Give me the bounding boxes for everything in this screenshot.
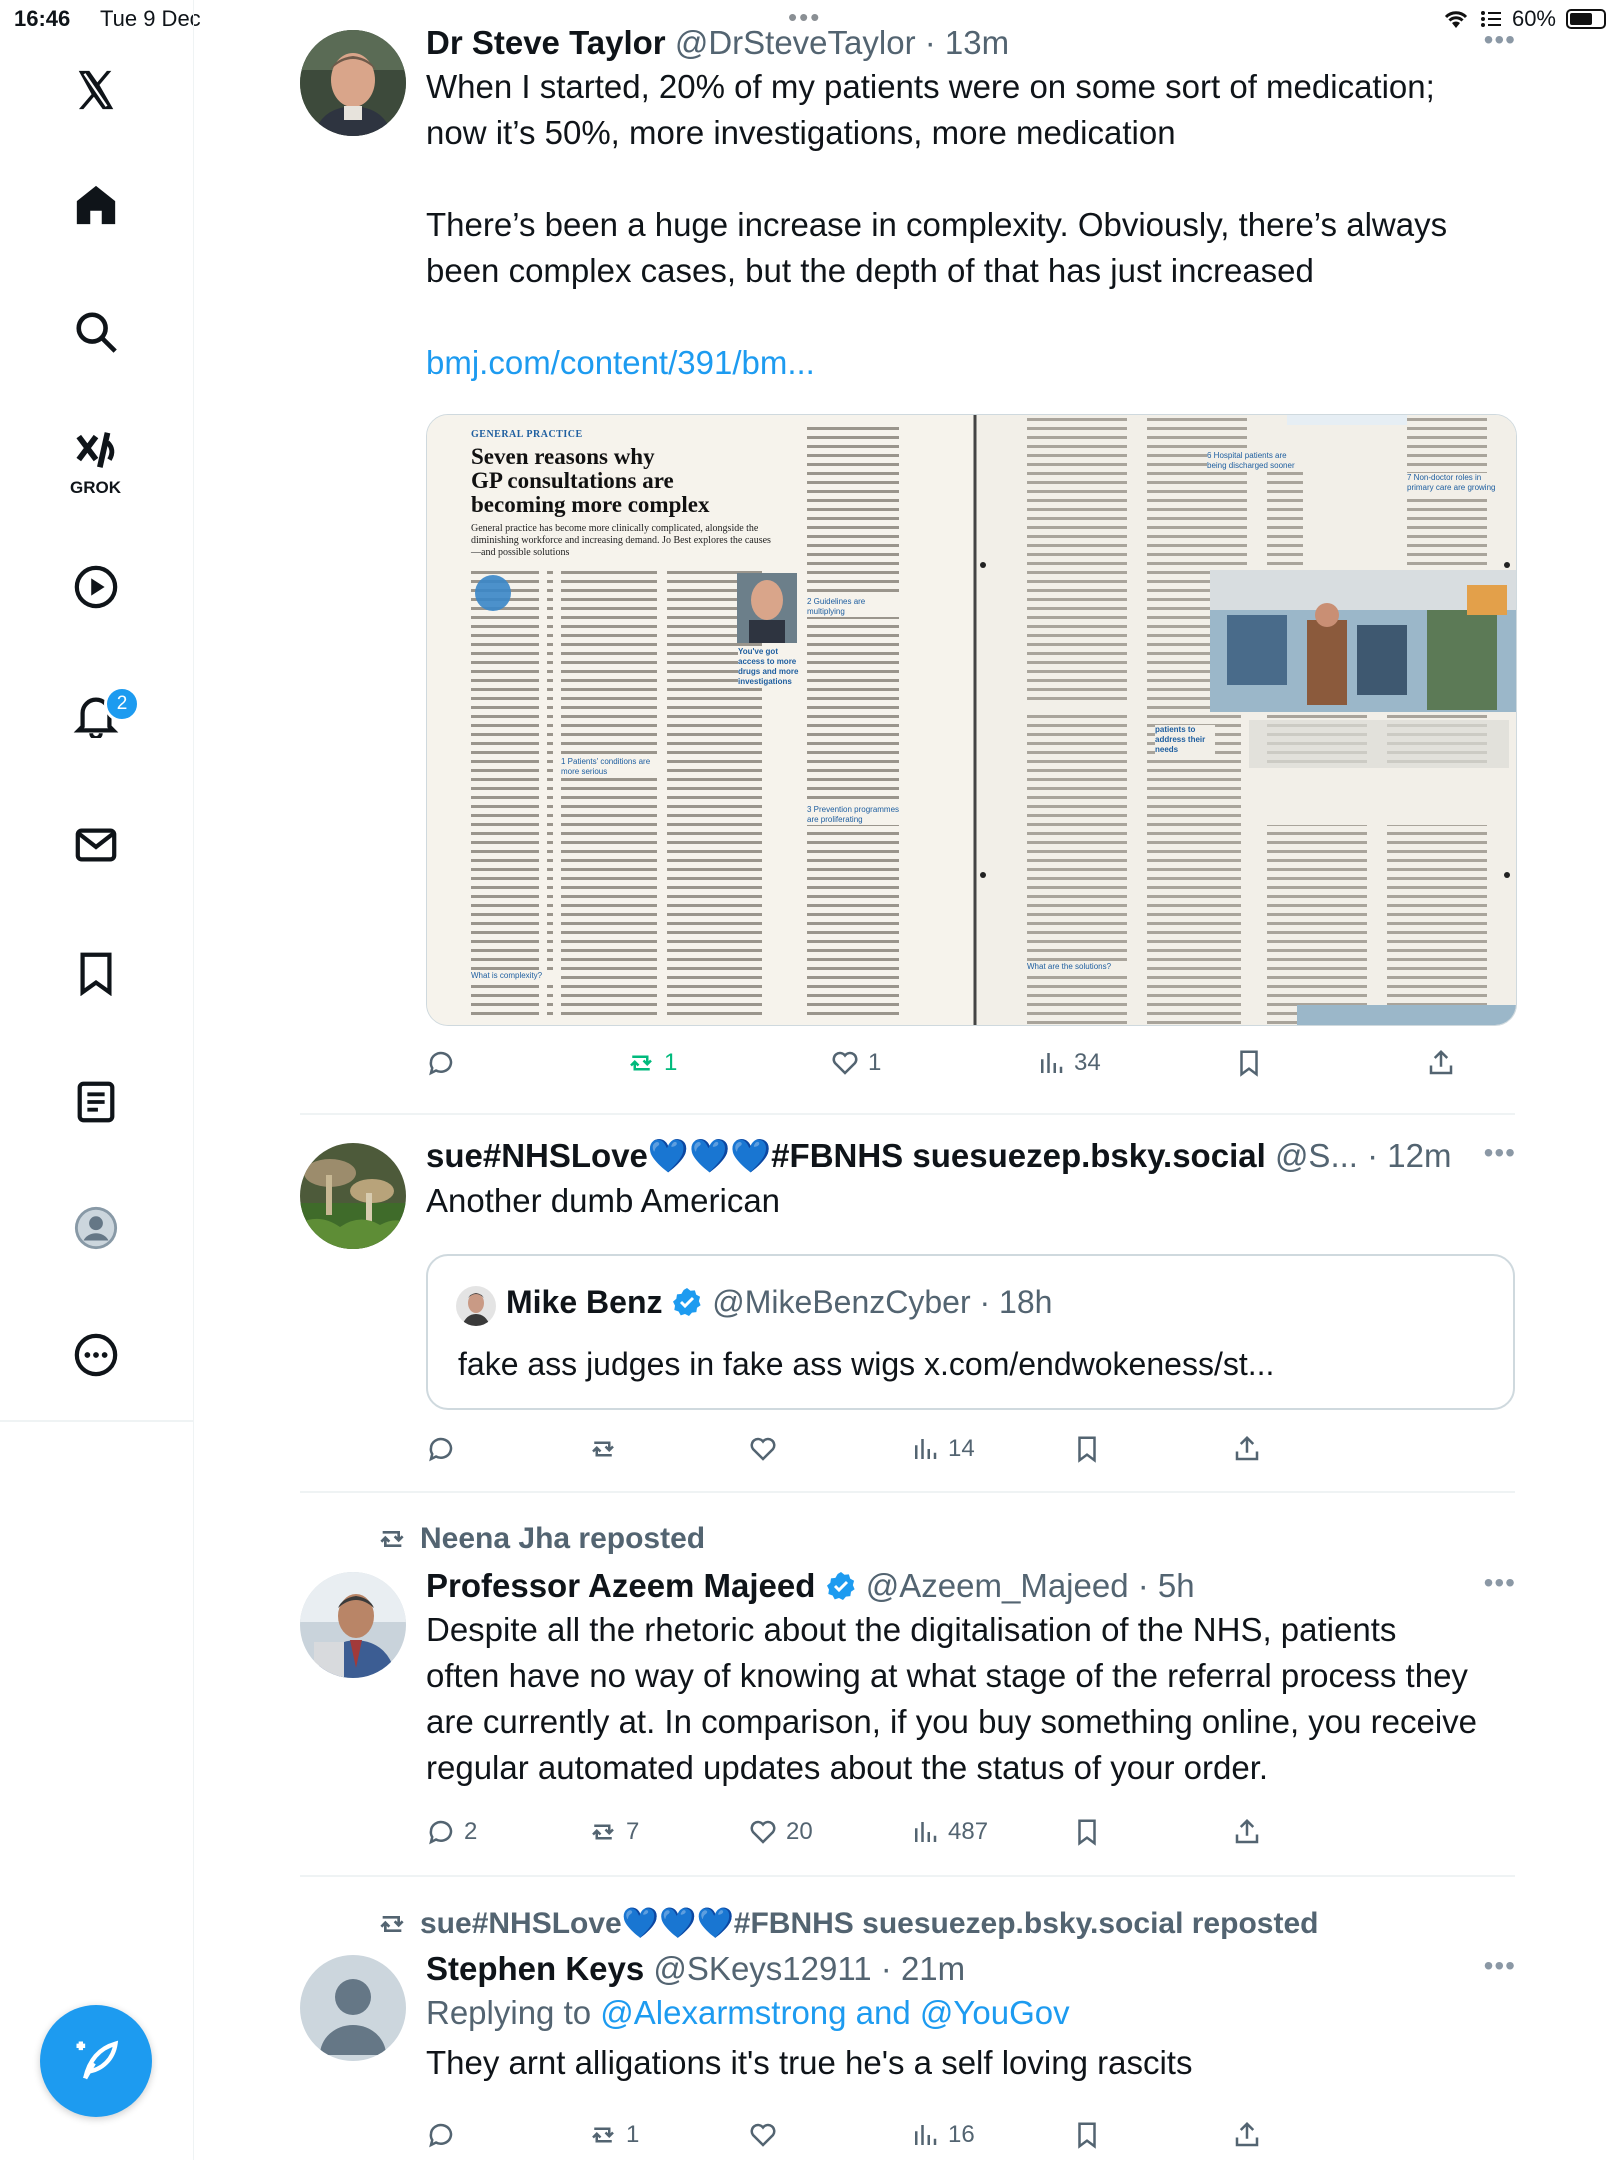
article-image[interactable] <box>426 414 1517 1026</box>
x-logo-icon[interactable] <box>66 60 126 120</box>
views-count: 14 <box>948 1435 975 1462</box>
repost-context[interactable] <box>376 1906 1318 1941</box>
avatar[interactable] <box>300 1572 406 1678</box>
author-handle[interactable]: @DrSteveTaylor <box>674 24 916 61</box>
article-subhead: 2 Guidelines are multiplying <box>807 597 903 617</box>
repost-icon <box>626 1048 656 1078</box>
replying-to-label: Replying to <box>426 1994 601 2031</box>
quoted-tweet[interactable] <box>426 1254 1515 1410</box>
share-icon <box>1232 2120 1262 2150</box>
bookmark-icon <box>1072 1434 1102 1464</box>
views-count: 487 <box>948 1818 989 1845</box>
tweet-line: Despite all the rhetoric about the digitalisation of the NHS, patients <box>426 1611 1397 1648</box>
tweet-actions <box>426 1048 1515 1088</box>
more-icon[interactable] <box>66 1325 126 1385</box>
repost-icon <box>588 1434 618 1464</box>
tweet-line: now it’s 50%, more investigations, more medication <box>426 114 1176 151</box>
reply-icon <box>426 1434 456 1464</box>
verified-badge-icon <box>671 1286 703 1318</box>
repost-icon <box>588 2120 618 2150</box>
like-button[interactable] <box>748 1817 813 1847</box>
quote-author-handle[interactable]: @MikeBenzCyber <box>712 1284 971 1320</box>
like-count: 1 <box>868 1049 882 1076</box>
author-name[interactable]: Stephen Keys <box>426 1950 645 1987</box>
bookmark-button[interactable] <box>1072 1817 1102 1847</box>
reply-icon <box>426 1048 456 1078</box>
quote-author-name[interactable]: Mike Benz <box>506 1284 663 1320</box>
author-handle[interactable]: @S... <box>1274 1137 1358 1174</box>
tweet-time[interactable]: · 13m <box>924 24 1010 61</box>
article-caption: patients to address their needs <box>1155 725 1215 755</box>
repost-button[interactable] <box>626 1048 677 1078</box>
share-button[interactable] <box>1232 1434 1262 1464</box>
like-button[interactable] <box>748 1434 786 1464</box>
more-options-icon[interactable]: ••• <box>1483 1567 1516 1598</box>
views-button[interactable] <box>910 1817 988 1847</box>
more-options-icon[interactable]: ••• <box>1483 1950 1516 1981</box>
share-button[interactable] <box>1232 2120 1262 2150</box>
views-button[interactable] <box>910 2120 975 2150</box>
reply-button[interactable] <box>426 1434 464 1464</box>
article-subhead: What is complexity? <box>471 971 553 981</box>
share-icon <box>1426 1048 1456 1078</box>
tweet-divider <box>300 1875 1515 1877</box>
tweet-header <box>426 1567 1516 1605</box>
article-standfirst: General practice has become more clinically complicated, alongside the diminishing workforce and increasing demand. Jo Best explores the causes—and possible solutions <box>471 523 771 558</box>
share-icon <box>1232 1434 1262 1464</box>
tweet-text <box>426 1607 1516 1791</box>
views-count: 34 <box>1074 1049 1101 1076</box>
views-icon <box>910 1434 940 1464</box>
repost-button[interactable] <box>588 1434 626 1464</box>
reply-button[interactable] <box>426 2120 464 2150</box>
article-headline-line: GP consultations are <box>471 468 674 493</box>
author-handle[interactable]: @SKeys12911 <box>653 1950 872 1987</box>
quote-time[interactable]: · 18h <box>979 1284 1053 1320</box>
lists-icon[interactable] <box>66 1072 126 1132</box>
views-icon <box>910 2120 940 2150</box>
repost-count: 1 <box>664 1049 678 1076</box>
replying-to <box>426 1990 1516 2036</box>
sidebar <box>0 0 194 2160</box>
compose-button[interactable] <box>40 2005 152 2117</box>
repost-button[interactable] <box>588 2120 639 2150</box>
tweet-divider <box>300 1113 1515 1115</box>
repost-button[interactable] <box>588 1817 639 1847</box>
author-name[interactable]: sue#NHSLove💙💙💙#FBNHS suesuezep.bsky.social <box>426 1137 1266 1174</box>
tweet-time[interactable]: · 5h <box>1137 1567 1195 1604</box>
author-handle[interactable]: @Azeem_Majeed <box>865 1567 1129 1604</box>
tweet-line: They arnt alligations it's true he's a self loving rascits <box>426 2044 1193 2081</box>
tweet-line: been complex cases, but the depth of that has just increased <box>426 252 1314 289</box>
article-subhead: 7 Non-doctor roles in primary care are growing <box>1407 473 1507 493</box>
views-button[interactable] <box>910 1434 975 1464</box>
like-button[interactable] <box>830 1048 881 1078</box>
tweet-text <box>426 2040 1516 2086</box>
tweet-line: When I started, 20% of my patients were on some sort of medication; <box>426 68 1435 105</box>
compose-icon <box>70 2035 122 2087</box>
repost-count: 1 <box>626 2121 640 2148</box>
tweet-actions <box>426 2120 1515 2160</box>
views-icon <box>910 1817 940 1847</box>
tweet-line: often have no way of knowing at what stage of the referral process they <box>426 1657 1468 1694</box>
views-count: 16 <box>948 2121 975 2148</box>
article-subhead: 3 Prevention programmes are proliferating <box>807 805 903 825</box>
tweet-header <box>426 1137 1456 1176</box>
tweet-line: Another dumb American <box>426 1182 781 1219</box>
author-name[interactable]: Dr Steve Taylor <box>426 24 666 61</box>
reply-button[interactable] <box>426 1048 464 1078</box>
reply-icon <box>426 2120 456 2150</box>
reply-count: 2 <box>464 1818 478 1845</box>
article-subhead: 6 Hospital patients are being discharged sooner <box>1207 451 1303 471</box>
reply-icon <box>426 1817 456 1847</box>
sidebar-divider <box>0 1420 193 1422</box>
article-subhead: What are the solutions? <box>1027 962 1129 972</box>
heart-icon <box>748 2120 778 2150</box>
video-icon[interactable] <box>66 557 126 617</box>
avatar[interactable] <box>300 1955 406 2061</box>
tweet-time[interactable]: · 12m <box>1367 1137 1452 1174</box>
share-button[interactable] <box>1232 1817 1262 1847</box>
tweet-header <box>426 1950 1516 1988</box>
quote-avatar[interactable] <box>456 1286 496 1326</box>
article-headline-line: becoming more complex <box>471 492 710 517</box>
more-options-icon[interactable]: ••• <box>1483 24 1516 55</box>
reposted-by: sue#NHSLove💙💙💙#FBNHS suesuezep.bsky.social reposted <box>420 1907 1319 1940</box>
tweet-divider <box>300 1491 1515 1493</box>
bookmark-icon <box>1072 1817 1102 1847</box>
battery-percent: 60% <box>1511 6 1556 31</box>
article-headline <box>471 445 709 517</box>
repost-icon <box>376 1908 408 1940</box>
tweet-text <box>426 1178 1516 1224</box>
heart-icon <box>830 1048 860 1078</box>
author-name[interactable]: Professor Azeem Majeed <box>426 1567 816 1604</box>
profile-icon[interactable] <box>66 1198 126 1258</box>
tweet-text <box>426 64 1516 386</box>
quote-text: fake ass judges in fake ass wigs x.com/endwokeness/st... <box>458 1346 1275 1382</box>
article-headline-line: Seven reasons why <box>471 444 655 469</box>
heart-icon <box>748 1817 778 1847</box>
article-caption: You've got access to more drugs and more investigations <box>738 647 802 687</box>
tweet-line: regular automated updates about the status of your order. <box>426 1749 1269 1786</box>
replying-to-handles[interactable]: @Alexarmstrong and @YouGov <box>600 1994 1070 2031</box>
home-icon[interactable] <box>66 175 126 235</box>
bookmark-icon <box>1072 2120 1102 2150</box>
tweet-line: are currently at. In comparison, if you buy something online, you receive <box>426 1703 1478 1740</box>
verified-badge-icon <box>825 1570 857 1602</box>
tweet-link[interactable]: bmj.com/content/391/bm... <box>426 344 815 381</box>
status-time: 16:46 <box>14 6 71 31</box>
share-icon <box>1232 1817 1262 1847</box>
status-date: Tue 9 Dec <box>100 6 201 31</box>
grok-icon[interactable] <box>66 420 126 480</box>
notifications-badge: 2 <box>104 686 140 722</box>
repost-icon <box>588 1817 618 1847</box>
tweet-actions <box>426 1434 1515 1474</box>
bookmark-button[interactable] <box>1234 1048 1264 1078</box>
battery-icon <box>1566 9 1606 29</box>
repost-context[interactable] <box>376 1522 705 1556</box>
tweet-actions <box>426 1817 1515 1857</box>
repost-icon <box>376 1523 408 1555</box>
messages-icon[interactable] <box>66 815 126 875</box>
bookmark-button[interactable] <box>1072 2120 1102 2150</box>
heart-icon <box>748 1434 778 1464</box>
bookmark-icon <box>1234 1048 1264 1078</box>
share-button[interactable] <box>1426 1048 1456 1078</box>
avatar[interactable] <box>300 1143 406 1249</box>
tweet-time[interactable]: · 21m <box>880 1950 966 1987</box>
tweet-header <box>426 24 1516 62</box>
avatar[interactable] <box>300 30 406 136</box>
search-icon[interactable] <box>66 302 126 362</box>
bookmarks-icon[interactable] <box>66 943 126 1003</box>
more-options-icon[interactable]: ••• <box>1483 1137 1516 1168</box>
like-count: 20 <box>786 1818 813 1845</box>
reply-button[interactable] <box>426 1817 477 1847</box>
reposted-by: Neena Jha reposted <box>420 1522 706 1555</box>
quote-header <box>506 1284 1052 1321</box>
repost-count: 7 <box>626 1818 640 1845</box>
views-icon <box>1036 1048 1066 1078</box>
multitask-dots-icon[interactable]: ••• <box>788 2 822 32</box>
bookmark-button[interactable] <box>1072 1434 1102 1464</box>
article-section: GENERAL PRACTICE <box>471 429 583 440</box>
article-subhead: 1 Patients' conditions are more serious <box>561 757 657 777</box>
tweet-line: There’s been a huge increase in complexity. Obviously, there’s always <box>426 206 1448 243</box>
views-button[interactable] <box>1036 1048 1101 1078</box>
like-button[interactable] <box>748 2120 786 2150</box>
grok-label: GROK <box>70 478 121 497</box>
